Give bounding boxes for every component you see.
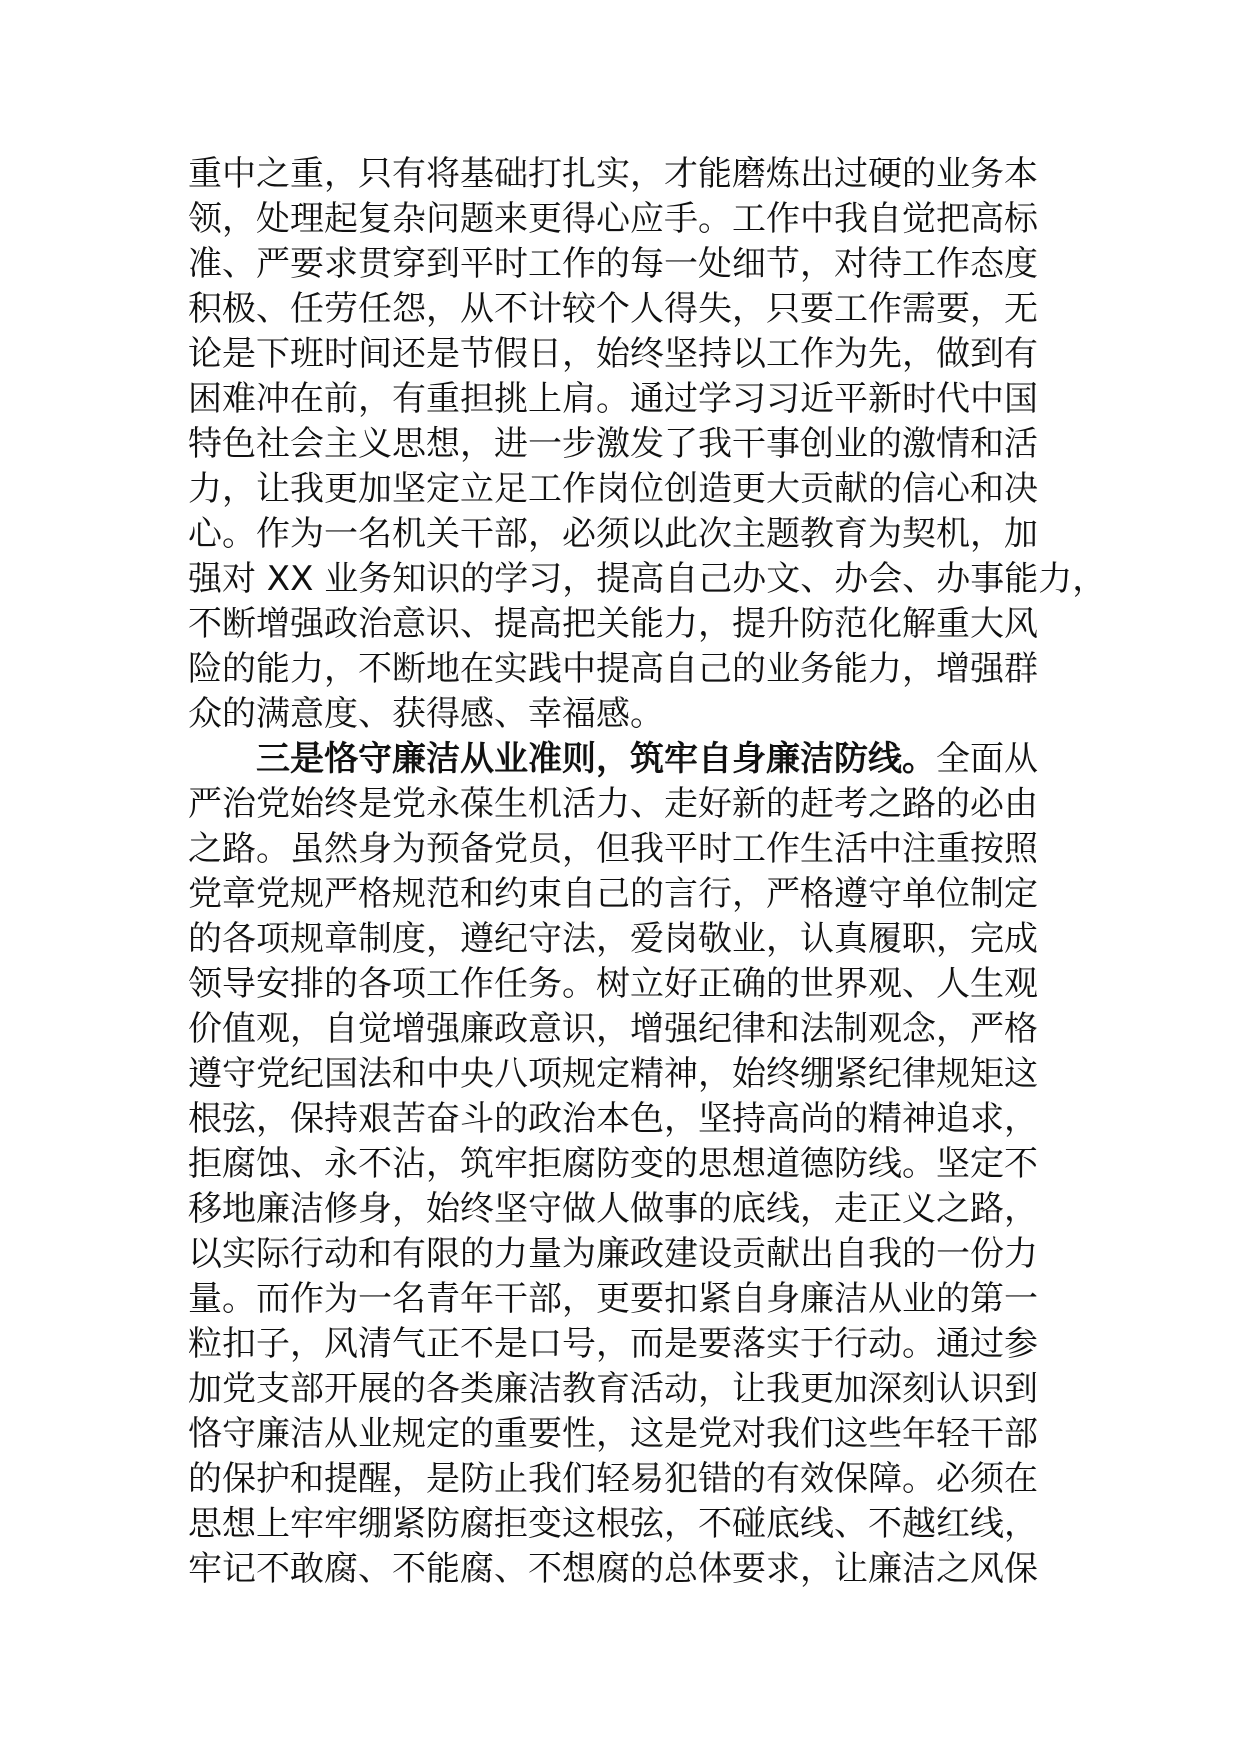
text-line: 移地廉洁修身，始终坚守做人做事的底线，走正义之路， xyxy=(188,1189,1038,1229)
text-line: 力，让我更加坚定立足工作岗位创造更大贡献的信心和决 xyxy=(188,469,1038,509)
paragraph-2 xyxy=(188,737,1088,1592)
text-line: 险的能力，不断地在实践中提高自己的业务能力，增强群 xyxy=(188,649,1038,689)
text-line: 遵守党纪国法和中央八项规定精神，始终绷紧纪律规矩这 xyxy=(188,1054,1038,1094)
body-text xyxy=(188,152,1107,1592)
text-line: 量。而作为一名青年干部，更要扣紧自身廉洁从业的第一 xyxy=(188,1279,1038,1319)
text-line: 根弦，保持艰苦奋斗的政治本色，坚持高尚的精神追求， xyxy=(188,1099,1038,1139)
text-line: 严治党始终是党永葆生机活力、走好新的赶考之路的必由 xyxy=(188,784,1038,824)
text-line: 加党支部开展的各类廉洁教育活动，让我更加深刻认识到 xyxy=(188,1369,1038,1409)
text-line: 党章党规严格规范和约束自己的言行，严格遵守单位制定 xyxy=(188,874,1038,914)
text-line: 领，处理起复杂问题来更得心应手。工作中我自觉把高标 xyxy=(188,199,1038,239)
text-span: 全面从 xyxy=(936,739,1038,779)
text-line: 牢记不敢腐、不能腐、不想腐的总体要求，让廉洁之风保 xyxy=(188,1549,1038,1589)
text-line: 重中之重，只有将基础打扎实，才能磨炼出过硬的业务本 xyxy=(188,154,1038,194)
section-heading: 三是恪守廉洁从业准则，筑牢自身廉洁防线。 xyxy=(256,739,936,779)
text-line: 不断增强政治意识、提高把关能力，提升防范化解重大风 xyxy=(188,604,1038,644)
text-line: 特色社会主义思想，进一步激发了我干事创业的激情和活 xyxy=(188,424,1038,464)
text-line: 心。作为一名机关干部，必须以此次主题教育为契机，加 xyxy=(188,514,1038,554)
paragraph-1 xyxy=(188,152,1107,737)
text-line: 以实际行动和有限的力量为廉政建设贡献出自我的一份力 xyxy=(188,1234,1038,1274)
text-line: 众的满意度、获得感、幸福感。 xyxy=(188,694,664,734)
text-line: 积极、任劳任怨，从不计较个人得失，只要工作需要，无 xyxy=(188,289,1038,329)
text-line: 拒腐蚀、永不沾，筑牢拒腐防变的思想道德防线。坚定不 xyxy=(188,1144,1038,1184)
text-line: 准、严要求贯穿到平时工作的每一处细节，对待工作态度 xyxy=(188,244,1038,284)
text-line: 之路。虽然身为预备党员，但我平时工作生活中注重按照 xyxy=(188,829,1038,869)
text-line: 价值观，自觉增强廉政意识，增强纪律和法制观念，严格 xyxy=(188,1009,1038,1049)
text-line: 强对 XX 业务知识的学习，提高自己办文、办会、办事能力， xyxy=(188,559,1107,599)
text-line: 的各项规章制度，遵纪守法，爱岗敬业，认真履职，完成 xyxy=(188,919,1038,959)
paragraph-2-first-line xyxy=(188,737,1088,782)
text-line: 论是下班时间还是节假日，始终坚持以工作为先，做到有 xyxy=(188,334,1038,374)
text-line: 的保护和提醒，是防止我们轻易犯错的有效保障。必须在 xyxy=(188,1459,1038,1499)
text-line: 恪守廉洁从业规定的重要性，这是党对我们这些年轻干部 xyxy=(188,1414,1038,1454)
text-line: 思想上牢牢绷紧防腐拒变这根弦，不碰底线、不越红线， xyxy=(188,1504,1038,1544)
text-line: 困难冲在前，有重担挑上肩。通过学习习近平新时代中国 xyxy=(188,379,1038,419)
text-line: 粒扣子，风清气正不是口号，而是要落实于行动。通过参 xyxy=(188,1324,1038,1364)
text-line: 领导安排的各项工作任务。树立好正确的世界观、人生观 xyxy=(188,964,1038,1004)
